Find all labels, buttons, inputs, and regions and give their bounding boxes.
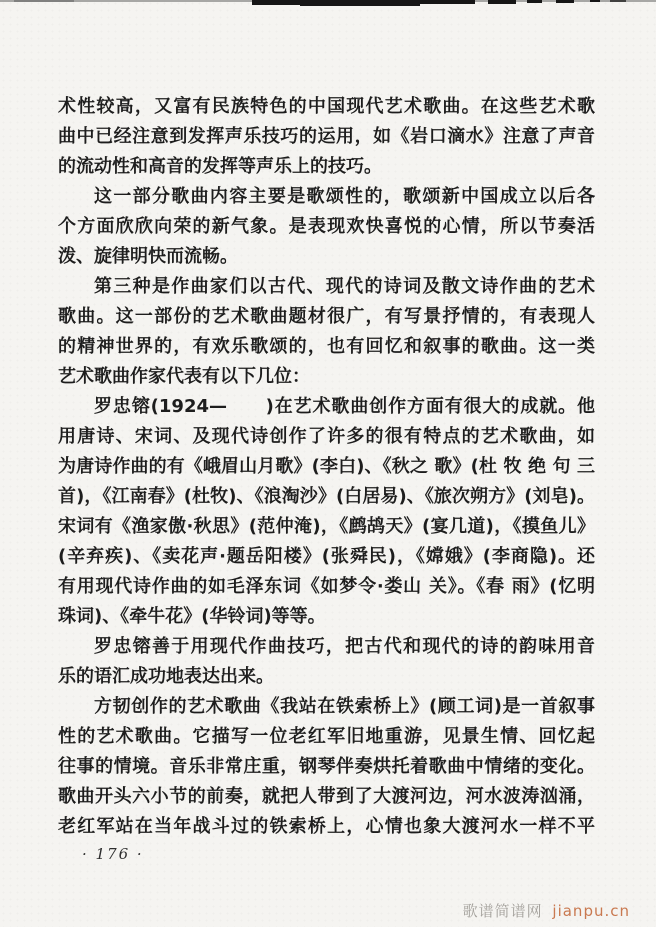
scan-edge-artifact bbox=[556, 0, 574, 3]
scan-edge-artifact bbox=[590, 0, 600, 2]
text-line: 个方面欣欣向荣的新气象。是表现欢快喜悦的心情，所以节奏活 bbox=[58, 216, 595, 237]
text-line: 老红军站在当年战斗过的铁索桥上，心情也象大渡河水一样不平 bbox=[58, 816, 595, 837]
scan-edge-artifact bbox=[300, 0, 420, 6]
text-line: 术性较高，又富有民族特色的中国现代艺术歌曲。在这些艺术歌 bbox=[58, 96, 595, 117]
text-line: 乐的语汇成功地表达出来。 bbox=[58, 666, 274, 687]
watermark bbox=[463, 900, 630, 921]
text-line: 曲中已经注意到发挥声乐技巧的运用，如《岩口滴水》注意了声音 bbox=[58, 126, 595, 147]
text-column bbox=[58, 92, 595, 842]
text-line: 的精神世界的，有欢乐歌颂的，也有回忆和叙事的歌曲。这一类 bbox=[58, 336, 595, 357]
text-line: 的流动性和高音的发挥等声乐上的技巧。 bbox=[58, 156, 382, 177]
text-line: 宋词有《渔家傲·秋思》(范仲淹)，《鹧鸪天》(宴几道)，《摸鱼儿》 bbox=[58, 516, 595, 537]
text-line: 首)，《江南春》(杜牧)、《浪淘沙》(白居易)、《旅次朔方》(刘皂)。 bbox=[58, 486, 595, 507]
text-line: 珠词)、《牵牛花》(华铃词)等等。 bbox=[58, 606, 326, 627]
text-line: 罗忠镕善于用现代作曲技巧，把古代和现代的诗的韵味用音 bbox=[94, 636, 595, 657]
text-line: 艺术歌曲作家代表有以下几位： bbox=[58, 366, 310, 387]
text-line: 歌曲。这一部份的艺术歌曲题材很广，有写景抒情的，有表现人 bbox=[58, 306, 595, 327]
text-line: 为唐诗作曲的有《峨眉山月歌》(李白)、《秋之 歌》(杜 牧 绝 句 三 bbox=[58, 456, 595, 477]
watermark-site-name: 歌谱简谱网 bbox=[462, 902, 543, 920]
text-line: 方韧创作的艺术歌曲《我站在铁索桥上》(顾工词)是一首叙事 bbox=[94, 696, 595, 717]
text-line: 用唐诗、宋词、及现代诗创作了许多的很有特点的艺术歌曲，如 bbox=[58, 426, 595, 447]
text-line: 第三种是作曲家们以古代、现代的诗词及散文诗作曲的艺术 bbox=[94, 276, 595, 297]
page-number: · 176 · bbox=[82, 845, 144, 863]
text-line: 性的艺术歌曲。它描写一位老红军旧地重游，见景生情、回忆起 bbox=[58, 726, 595, 747]
text-line: 这一部分歌曲内容主要是歌颂性的，歌颂新中国成立以后各 bbox=[94, 186, 595, 207]
text-line: 有用现代诗作曲的如毛泽东词《如梦令·娄山 关》。《春 雨》(忆明 bbox=[58, 576, 595, 597]
scan-edge-artifact bbox=[527, 0, 542, 3]
text-line: 罗忠镕(1924— )在艺术歌曲创作方面有很大的成就。他 bbox=[94, 396, 595, 417]
watermark-site-url: jianpu.cn bbox=[552, 902, 630, 920]
text-line: (辛弃疾)、《卖花声·题岳阳楼》(张舜民)，《嫦娥》(李商隐)。还 bbox=[58, 546, 595, 567]
text-line: 往事的情境。音乐非常庄重，钢琴伴奏烘托着歌曲中情绪的变化。 bbox=[58, 756, 595, 777]
scan-edge-artifact bbox=[488, 0, 516, 4]
scan-edge-artifact bbox=[418, 0, 475, 4]
scan-edge-artifact bbox=[14, 0, 74, 2]
scan-edge-artifact bbox=[610, 0, 626, 2]
text-line: 泼、旋律明快而流畅。 bbox=[58, 246, 238, 267]
text-line: 歌曲开头六小节的前奏，就把人带到了大渡河边，河水波涛汹涌， bbox=[58, 786, 595, 807]
